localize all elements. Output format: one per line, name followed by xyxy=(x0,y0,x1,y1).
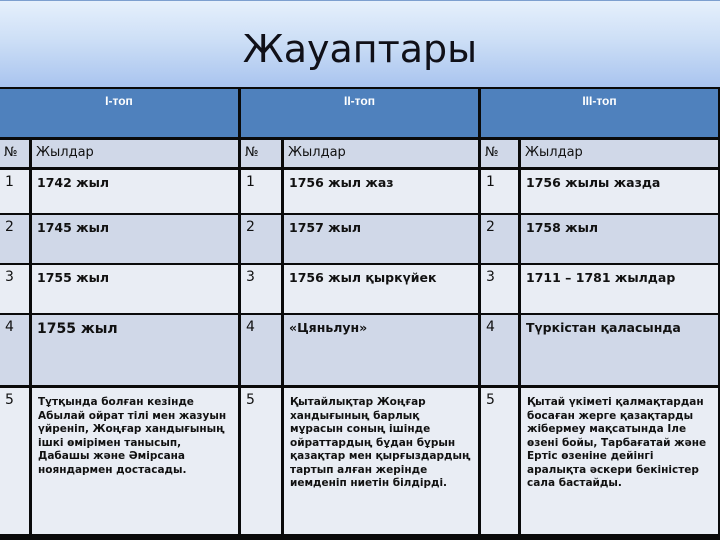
row-1-group-1: 1742 жыл xyxy=(32,170,238,213)
subheader-years-1: Жылдар xyxy=(32,140,238,167)
row-3-group-1: 1755 жыл xyxy=(32,265,238,313)
subheader-num-2: № xyxy=(241,140,281,167)
row-2-group-1: 1745 жыл xyxy=(32,215,238,263)
row-1-num-1: 1 xyxy=(0,170,29,213)
row-5-num-2: 5 xyxy=(241,388,281,534)
row-5-num-3: 5 xyxy=(481,388,518,534)
row-3-group-2: 1756 жыл қыркүйек xyxy=(284,265,478,313)
group-header-1: I-топ xyxy=(0,89,238,137)
row-2-num-1: 2 xyxy=(0,215,29,263)
row-1-group-2: 1756 жыл жаз xyxy=(284,170,478,213)
group-header-2: II-топ xyxy=(241,89,478,137)
row-4-num-3: 4 xyxy=(481,315,518,385)
title-band xyxy=(0,0,720,87)
row-2-group-2: 1757 жыл xyxy=(284,215,478,263)
row-4-group-1: 1755 жыл xyxy=(32,315,238,385)
row-2-num-3: 2 xyxy=(481,215,518,263)
row-5-group-2: Қытайлықтар Жоңғар хандығының барлық мұрасын соның ішінде ойраттардың бұдан бұрын қазақтар мен қырғыздардың тартып алған жерінде иемденіп ниетін білдірді. xyxy=(284,388,478,534)
answers-table xyxy=(0,87,720,540)
row-5-num-1: 5 xyxy=(0,388,29,534)
subheader-num-1: № xyxy=(0,140,29,167)
row-3-num-2: 3 xyxy=(241,265,281,313)
slide-title: Жауаптары xyxy=(242,27,478,71)
row-3-num-1: 3 xyxy=(0,265,29,313)
row-3-num-3: 3 xyxy=(481,265,518,313)
row-2-num-2: 2 xyxy=(241,215,281,263)
subheader-num-3: № xyxy=(481,140,518,167)
row-5-group-1: Тұтқында болған кезінде Абылай ойрат тілі мен жазуын үйреніп, Жоңғар хандығының ішкі өмірімен танысып, Дабашы және Әмірсана нояндармен достасады. xyxy=(32,388,238,534)
subheader-years-3: Жылдар xyxy=(521,140,718,167)
row-1-group-3: 1756 жылы жазда xyxy=(521,170,718,213)
row-4-num-2: 4 xyxy=(241,315,281,385)
row-1-num-3: 1 xyxy=(481,170,518,213)
row-1-num-2: 1 xyxy=(241,170,281,213)
subheader-years-2: Жылдар xyxy=(284,140,478,167)
row-4-group-2: «Цяньлун» xyxy=(284,315,478,385)
row-3-group-3: 1711 – 1781 жылдар xyxy=(521,265,718,313)
row-4-group-3: Түркістан қаласында xyxy=(521,315,718,385)
row-2-group-3: 1758 жыл xyxy=(521,215,718,263)
row-4-num-1: 4 xyxy=(0,315,29,385)
row-5-group-3: Қытай үкіметі қалмақтардан босаған жерге қазақтарды жібермеу мақсатында Іле өзені бойы, Тарбағатай және Ертіс өзеніне дейінгі аралықта әскери бекіністер сала бастайды. xyxy=(521,388,718,534)
group-header-3: III-топ xyxy=(481,89,718,137)
